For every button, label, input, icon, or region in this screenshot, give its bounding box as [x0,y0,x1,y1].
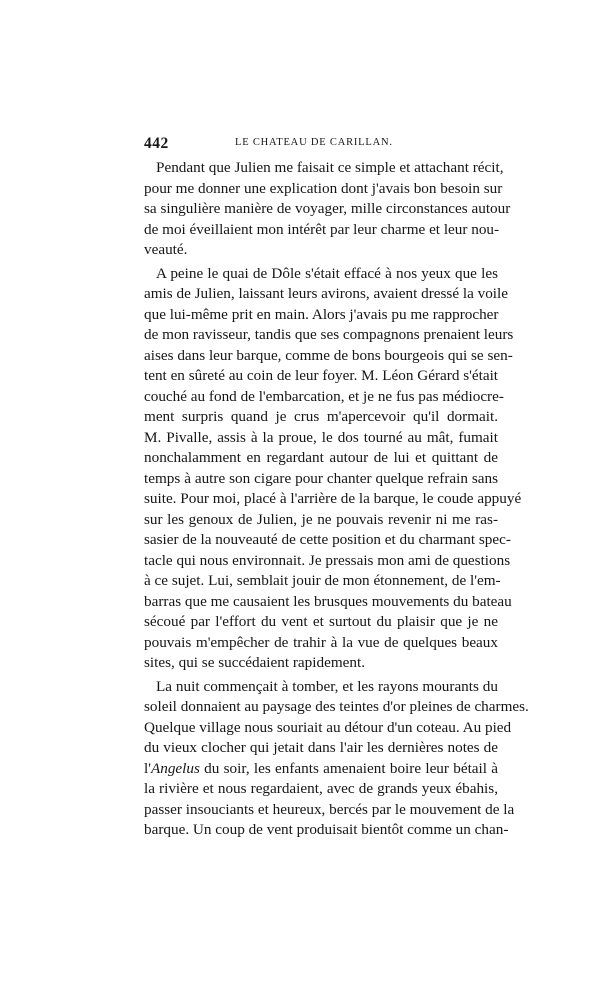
text-line: sasier de la nouveauté de cette position et du charmant spec- [144,531,511,548]
body-text [144,158,529,841]
text-line: pour me donner une explication dont j'avais bon besoin sur [144,179,503,197]
text-line: tent en sûreté au coin de leur foyer. M. Léon Gérard s'était [144,367,499,384]
text-line: à ce sujet. Lui, semblait jouir de mon étonnement, de l'em- [144,572,501,589]
text-line: de mon ravisseur, tandis que ses compagnons prenaient leurs [144,326,514,343]
text-line: barque. Un coup de vent produisait bientôt comme un chan- [144,821,509,838]
text-line: que lui-même prit en main. Alors j'avais pu me rapprocher [144,305,499,323]
text-line: soleil donnaient au paysage des teintes d'or pleines de charmes. [144,698,529,715]
text-line: A peine le quai de Dôle s'était effacé à nos yeux que les [156,264,498,282]
text-line: nonchalamment en regardant autour de lui et quittant de [144,449,498,466]
text-line: l'Angelus du soir, les enfants amenaient boire leur bétail à [144,759,498,777]
text-line: Pendant que Julien me faisait ce simple et attachant récit, [156,159,504,176]
text-line: amis de Julien, laissant leurs avirons, avaient dressé la voile [144,285,508,302]
text-line: aises dans leur barque, comme de bons bourgeois qui se sen- [144,346,513,364]
text-line: ment surpris quand je crus m'apercevoir qu'il dormait. [144,408,498,425]
text-line: M. Pivalle, assis à la proue, le dos tourné au mât, fumait [144,428,498,446]
text-line: La nuit commençait à tomber, et les rayons mourants du [156,677,498,695]
text-line: suite. Pour moi, placé à l'arrière de la barque, le coude appuyé [144,490,522,507]
text-line: veauté. [144,241,188,258]
running-title: LE CHATEAU DE CARILLAN. [235,137,393,148]
text-line: barras que me causaient les brusques mouvements du bateau [144,592,512,610]
text-line: temps à autre son cigare pour chanter quelque refrain sans [144,469,498,487]
text-line: pouvais m'empêcher de trahir à la vue de quelques beaux [144,633,498,651]
text-line: la rivière et nous regardaient, avec de grands yeux ébahis, [144,780,498,797]
text-line: passer insouciants et heureux, bercés par le mouvement de la [144,800,515,818]
text-line: de moi éveillaient mon intérêt par leur charme et leur nou- [144,220,500,238]
text-line: tacle qui nous environnait. Je pressais mon ami de questions [144,551,511,569]
text-line: sites, qui se succédaient rapidement. [144,654,365,671]
text-line: du vieux clocher qui jetait dans l'air les dernières notes de [144,739,498,756]
page-number: 442 [144,135,169,152]
page-header [144,135,498,153]
text-line: sa singulière manière de voyager, mille circonstances autour [144,200,511,217]
text-line: couché au fond de l'embarcation, et je ne fus pas médiocre- [144,387,504,405]
text-line: Quelque village nous souriait au détour d'un coteau. Au pied [144,718,512,736]
text-line: sécoué par l'effort du vent et surtout du plaisir que je ne [144,613,498,630]
text-line: sur les genoux de Julien, je ne pouvais revenir ni me ras- [144,510,498,528]
